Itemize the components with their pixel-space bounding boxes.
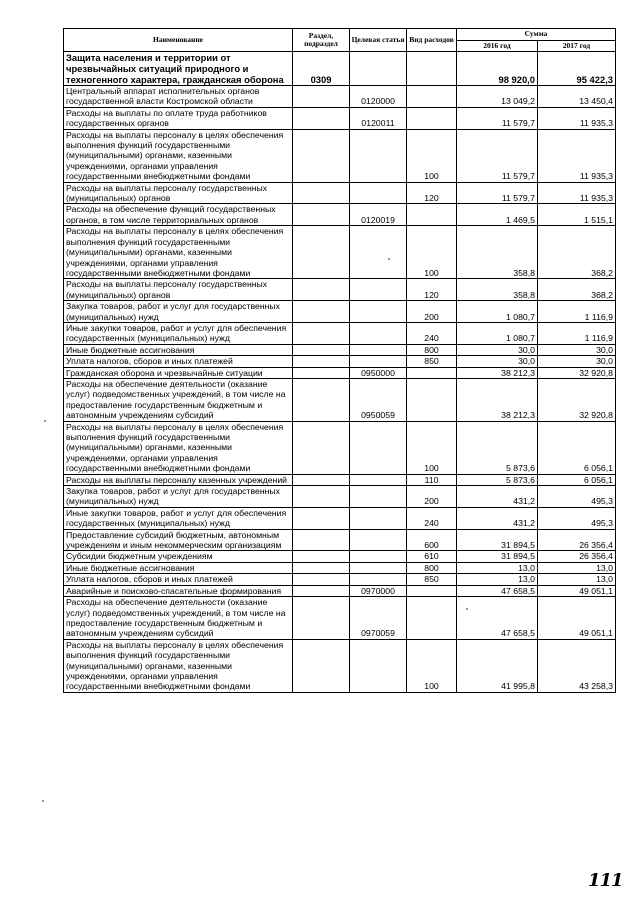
cell-2017: 1 116,9 xyxy=(538,301,616,323)
col-section-header: Раздел, подраздел xyxy=(293,29,350,52)
cell-2017: 11 935,3 xyxy=(538,129,616,182)
col-type-header: Вид расходов xyxy=(407,29,457,52)
cell-section xyxy=(293,322,350,344)
col-sum-header: Сумма xyxy=(457,29,616,41)
cell-name: Защита населения и территории от чрезвычайных ситуаций природного и техногенного характера, гражданская оборона xyxy=(64,52,293,86)
cell-target xyxy=(350,639,407,692)
cell-target xyxy=(350,551,407,562)
cell-2016: 358,8 xyxy=(457,279,538,301)
cell-2017: 95 422,3 xyxy=(538,52,616,86)
cell-section xyxy=(293,585,350,596)
cell-2017: 30,0 xyxy=(538,356,616,367)
cell-name: Иные бюджетные ассигнования xyxy=(64,562,293,573)
cell-2016: 38 212,3 xyxy=(457,378,538,421)
cell-2017: 13,0 xyxy=(538,574,616,585)
table-row xyxy=(64,204,616,226)
cell-section xyxy=(293,639,350,692)
cell-name: Центральный аппарат исполнительных органов государственной власти Костромской области xyxy=(64,86,293,108)
cell-target xyxy=(350,129,407,182)
table-body xyxy=(64,52,616,693)
cell-target xyxy=(350,226,407,279)
table-row xyxy=(64,378,616,421)
cell-2017: 13,0 xyxy=(538,562,616,573)
col-2016-header: 2016 год xyxy=(457,40,538,52)
cell-type: 120 xyxy=(407,279,457,301)
col-name-header: Наименование xyxy=(64,29,293,52)
cell-section xyxy=(293,344,350,355)
cell-section xyxy=(293,421,350,474)
cell-2017: 11 935,3 xyxy=(538,182,616,204)
cell-2017: 495,3 xyxy=(538,486,616,508)
cell-section xyxy=(293,367,350,378)
cell-name: Закупка товаров, работ и услуг для государственных (муниципальных) нужд xyxy=(64,486,293,508)
cell-2017: 6 056,1 xyxy=(538,421,616,474)
cell-2016: 38 212,3 xyxy=(457,367,538,378)
cell-name: Расходы на выплаты персоналу в целях обеспечения выполнения функций государственными (муниципальными) органами, казенными учреждениями, органами управления государственными внебюджетными фондами xyxy=(64,421,293,474)
cell-2016: 13,0 xyxy=(457,562,538,573)
table-row xyxy=(64,597,616,640)
cell-2016: 5 873,6 xyxy=(457,421,538,474)
cell-2017: 495,3 xyxy=(538,507,616,529)
cell-2016: 31 894,5 xyxy=(457,529,538,551)
cell-name: Расходы на выплаты персоналу в целях обеспечения выполнения функций государственными (муниципальными) органами, казенными учреждениями, органами управления государственными внебюджетными фондами xyxy=(64,226,293,279)
cell-2017: 1 116,9 xyxy=(538,322,616,344)
table-row xyxy=(64,474,616,485)
cell-type: 850 xyxy=(407,574,457,585)
table-row xyxy=(64,279,616,301)
cell-section: 0309 xyxy=(293,52,350,86)
cell-section xyxy=(293,107,350,129)
cell-target: 0970000 xyxy=(350,585,407,596)
cell-name: Расходы на выплаты персоналу государственных (муниципальных) органов xyxy=(64,182,293,204)
col-target-header: Целевая статья xyxy=(350,29,407,52)
cell-type: 240 xyxy=(407,322,457,344)
cell-2016: 13,0 xyxy=(457,574,538,585)
cell-section xyxy=(293,474,350,485)
cell-section xyxy=(293,486,350,508)
cell-2016: 31 894,5 xyxy=(457,551,538,562)
table-row xyxy=(64,529,616,551)
cell-2016: 11 579,7 xyxy=(457,182,538,204)
cell-type: 800 xyxy=(407,344,457,355)
table-row xyxy=(64,356,616,367)
cell-2017: 26 356,4 xyxy=(538,529,616,551)
cell-2016: 13 049,2 xyxy=(457,86,538,108)
cell-type xyxy=(407,86,457,108)
cell-name: Расходы на обеспечение деятельности (оказание услуг) подведомственных учреждений, в том числе на предоставление государственным бюджетным и автономным учреждениям субсидий xyxy=(64,378,293,421)
cell-2017: 6 056,1 xyxy=(538,474,616,485)
cell-2017: 32 920,8 xyxy=(538,378,616,421)
cell-2016: 1 080,7 xyxy=(457,301,538,323)
cell-2016: 47 658,5 xyxy=(457,597,538,640)
cell-type xyxy=(407,585,457,596)
cell-target xyxy=(350,344,407,355)
cell-2016: 11 579,7 xyxy=(457,107,538,129)
cell-type: 100 xyxy=(407,421,457,474)
cell-section xyxy=(293,226,350,279)
table-row xyxy=(64,52,616,86)
cell-2016: 30,0 xyxy=(457,344,538,355)
col-2017-header: 2017 год xyxy=(538,40,616,52)
cell-section xyxy=(293,279,350,301)
cell-type: 200 xyxy=(407,301,457,323)
table-row xyxy=(64,129,616,182)
cell-type: 600 xyxy=(407,529,457,551)
cell-section xyxy=(293,301,350,323)
table-row xyxy=(64,574,616,585)
cell-type: 850 xyxy=(407,356,457,367)
cell-section xyxy=(293,204,350,226)
cell-name: Расходы на выплаты персоналу в целях обеспечения выполнения функций государственными (муниципальными) органами, казенными учреждениями, органами управления государственными внебюджетными фондами xyxy=(64,129,293,182)
cell-target xyxy=(350,182,407,204)
cell-type xyxy=(407,204,457,226)
cell-name: Предоставление субсидий бюджетным, автономным учреждениям и иным некоммерческим организациям xyxy=(64,529,293,551)
page-number: 111 xyxy=(588,870,623,891)
header-row xyxy=(64,29,616,41)
cell-target xyxy=(350,301,407,323)
cell-2016: 1 469,5 xyxy=(457,204,538,226)
cell-type: 200 xyxy=(407,486,457,508)
cell-2016: 431,2 xyxy=(457,507,538,529)
cell-2016: 41 995,8 xyxy=(457,639,538,692)
cell-target xyxy=(350,421,407,474)
cell-target xyxy=(350,529,407,551)
table-row xyxy=(64,322,616,344)
cell-section xyxy=(293,129,350,182)
cell-section xyxy=(293,86,350,108)
cell-section xyxy=(293,551,350,562)
cell-2017: 13 450,4 xyxy=(538,86,616,108)
cell-name: Иные закупки товаров, работ и услуг для обеспечения государственных (муниципальных) нужд xyxy=(64,322,293,344)
cell-2016: 98 920,0 xyxy=(457,52,538,86)
cell-section xyxy=(293,574,350,585)
cell-section xyxy=(293,529,350,551)
cell-section xyxy=(293,507,350,529)
cell-2017: 30,0 xyxy=(538,344,616,355)
cell-target xyxy=(350,574,407,585)
cell-2016: 1 080,7 xyxy=(457,322,538,344)
cell-2017: 11 935,3 xyxy=(538,107,616,129)
table-row xyxy=(64,639,616,692)
cell-2017: 49 051,1 xyxy=(538,597,616,640)
cell-2017: 368,2 xyxy=(538,279,616,301)
cell-name: Расходы на обеспечение деятельности (оказание услуг) подведомственных учреждений, в том числе на предоставление государственным бюджетным и автономным учреждениям субсидий xyxy=(64,597,293,640)
cell-name: Расходы на выплаты персоналу государственных (муниципальных) органов xyxy=(64,279,293,301)
cell-name: Закупка товаров, работ и услуг для государственных (муниципальных) нужд xyxy=(64,301,293,323)
cell-target: 0120000 xyxy=(350,86,407,108)
cell-section xyxy=(293,182,350,204)
scan-speck xyxy=(466,608,468,610)
table-row xyxy=(64,301,616,323)
cell-2016: 47 658,5 xyxy=(457,585,538,596)
cell-target: 0950059 xyxy=(350,378,407,421)
cell-name: Субсидии бюджетным учреждениям xyxy=(64,551,293,562)
cell-2017: 43 258,3 xyxy=(538,639,616,692)
cell-name: Иные закупки товаров, работ и услуг для обеспечения государственных (муниципальных) нужд xyxy=(64,507,293,529)
table-row xyxy=(64,551,616,562)
cell-2017: 32 920,8 xyxy=(538,367,616,378)
cell-target xyxy=(350,562,407,573)
cell-2016: 30,0 xyxy=(457,356,538,367)
cell-section xyxy=(293,597,350,640)
cell-name: Аварийные и поисково-спасательные формирования xyxy=(64,585,293,596)
budget-table xyxy=(63,28,616,693)
cell-section xyxy=(293,378,350,421)
cell-type: 120 xyxy=(407,182,457,204)
cell-type xyxy=(407,597,457,640)
cell-type xyxy=(407,378,457,421)
cell-target: 0120011 xyxy=(350,107,407,129)
cell-2016: 11 579,7 xyxy=(457,129,538,182)
table-row xyxy=(64,367,616,378)
scan-speck xyxy=(42,800,44,802)
table-row xyxy=(64,107,616,129)
cell-name: Расходы на обеспечение функций государственных органов, в том числе территориальных органов xyxy=(64,204,293,226)
cell-target xyxy=(350,474,407,485)
cell-name: Иные бюджетные ассигнования xyxy=(64,344,293,355)
cell-2016: 5 873,6 xyxy=(457,474,538,485)
cell-type xyxy=(407,107,457,129)
cell-target: 0120019 xyxy=(350,204,407,226)
cell-2016: 431,2 xyxy=(457,486,538,508)
cell-2017: 49 051,1 xyxy=(538,585,616,596)
table-row xyxy=(64,421,616,474)
table-row xyxy=(64,86,616,108)
cell-type: 110 xyxy=(407,474,457,485)
cell-target xyxy=(350,356,407,367)
cell-target xyxy=(350,279,407,301)
cell-type: 100 xyxy=(407,129,457,182)
table-row xyxy=(64,226,616,279)
cell-section xyxy=(293,356,350,367)
scan-speck xyxy=(388,258,390,260)
cell-2017: 368,2 xyxy=(538,226,616,279)
cell-target xyxy=(350,52,407,86)
cell-target: 0970059 xyxy=(350,597,407,640)
table-row xyxy=(64,507,616,529)
cell-2016: 358,8 xyxy=(457,226,538,279)
cell-2017: 1 515,1 xyxy=(538,204,616,226)
cell-name: Расходы на выплаты персоналу в целях обеспечения выполнения функций государственными (муниципальными) органами, казенными учреждениями, органами управления государственными внебюджетными фондами xyxy=(64,639,293,692)
cell-name: Гражданская оборона и чрезвычайные ситуации xyxy=(64,367,293,378)
cell-type: 800 xyxy=(407,562,457,573)
scan-speck xyxy=(44,420,46,422)
cell-target xyxy=(350,486,407,508)
table-row xyxy=(64,182,616,204)
cell-target: 0950000 xyxy=(350,367,407,378)
table-row xyxy=(64,344,616,355)
cell-type: 240 xyxy=(407,507,457,529)
cell-2017: 26 356,4 xyxy=(538,551,616,562)
cell-type xyxy=(407,52,457,86)
cell-name: Расходы на выплаты по оплате труда работников государственных органов xyxy=(64,107,293,129)
table-row xyxy=(64,486,616,508)
cell-target xyxy=(350,507,407,529)
cell-type: 610 xyxy=(407,551,457,562)
cell-name: Расходы на выплаты персоналу казенных учреждений xyxy=(64,474,293,485)
cell-section xyxy=(293,562,350,573)
cell-target xyxy=(350,322,407,344)
cell-type: 100 xyxy=(407,226,457,279)
cell-name: Уплата налогов, сборов и иных платежей xyxy=(64,356,293,367)
table-row xyxy=(64,562,616,573)
table-row xyxy=(64,585,616,596)
cell-type xyxy=(407,367,457,378)
cell-name: Уплата налогов, сборов и иных платежей xyxy=(64,574,293,585)
cell-type: 100 xyxy=(407,639,457,692)
